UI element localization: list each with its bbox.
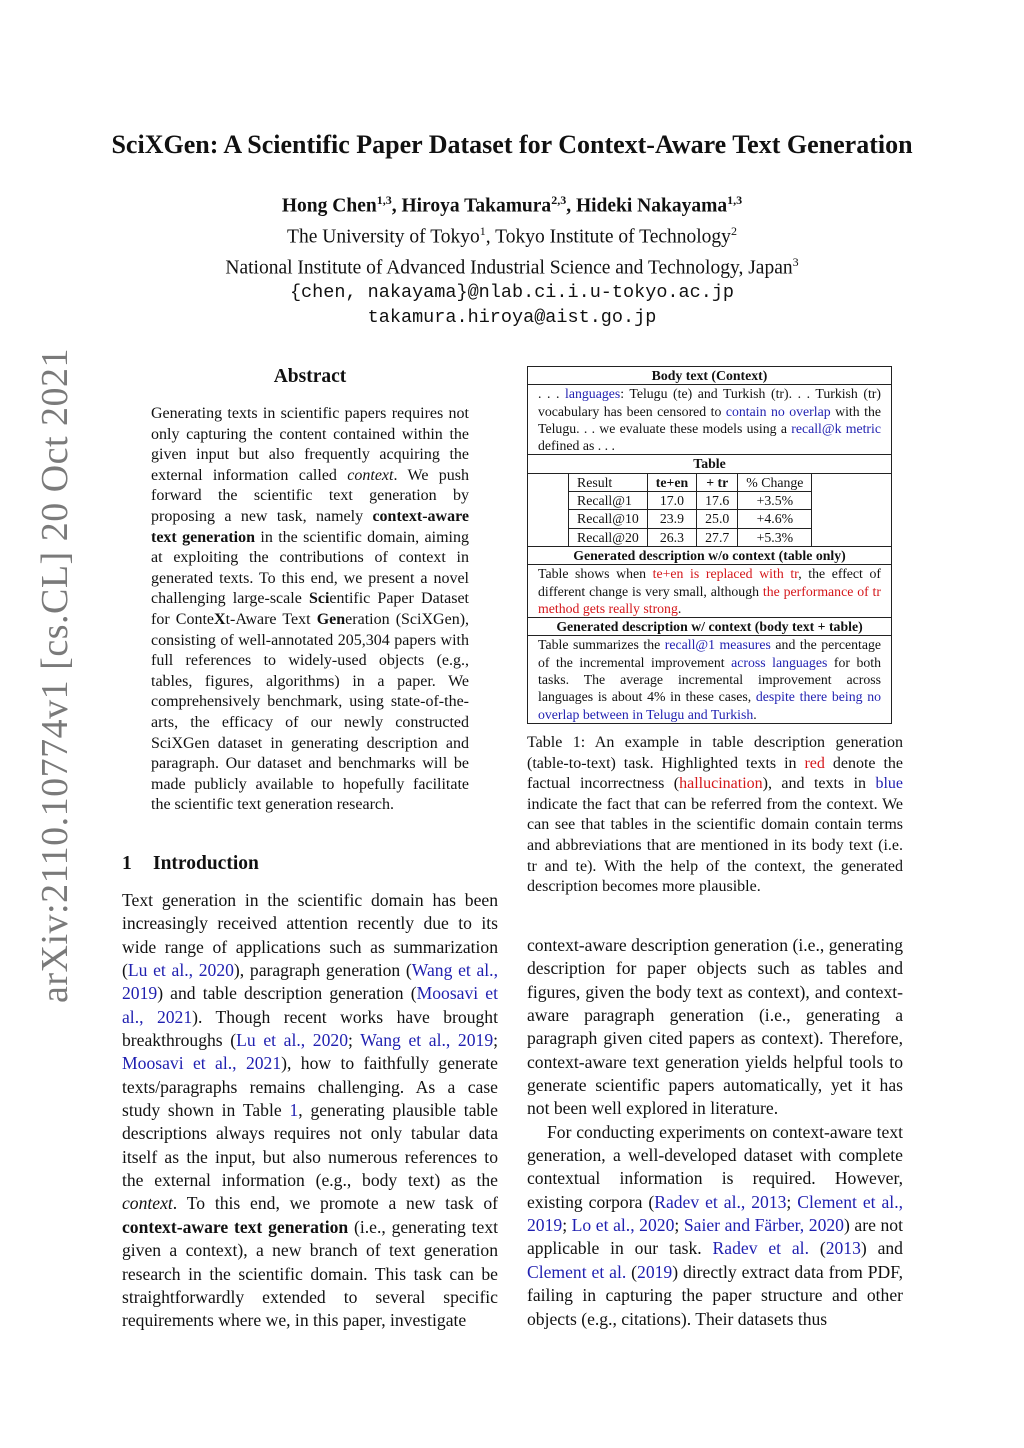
affiliation: Tokyo Institute of Technology: [495, 226, 731, 248]
author-name: Hong Chen: [281, 195, 377, 217]
author-name: Hiroya Takamura: [401, 195, 552, 217]
caption-blue-word: blue: [875, 775, 904, 793]
table-cell: +4.6%: [738, 510, 812, 528]
gen-without-context-header: Generated description w/o context (table only): [528, 547, 891, 565]
table-cell: 27.7: [697, 528, 738, 546]
affiliation-line: The University of Tokyo$^1$, Tokyo Institute of Technology$^2$: [287, 224, 737, 248]
example-figure-table: [527, 366, 892, 724]
arxiv-stamp: arXiv:2110.10774v1 [cs.CL] 20 Oct 2021: [34, 347, 76, 1003]
table-cell: 26.3: [647, 528, 696, 546]
results-table: [568, 474, 812, 546]
red-highlight: te+en is replaced with tr: [652, 566, 799, 582]
cell-text: Table summarizes the: [538, 637, 665, 653]
blue-highlight: contain no overlap: [725, 403, 831, 419]
table-cell: +3.5%: [738, 492, 812, 510]
author-sup: 2,3: [551, 193, 567, 207]
table-caption: [527, 733, 903, 898]
email-address[interactable]: {chen, nakayama}@nlab.ci.i.u-tokyo.ac.jp: [289, 282, 735, 303]
paragraph: context-aware description generation (i.e., generating description for paper objects such as tables and figures, given the body text as context), and context-aware paragraph generation (i.e., generating a paragraph given cited papers as context). Therefore, context-aware text generation yields helpful tools to generate scientific papers automatically, yet it has not been well explored in literature.: [527, 935, 903, 1119]
table-cell: Recall@10: [569, 510, 648, 528]
column-header: te+en: [647, 474, 696, 492]
body-text-cell: [528, 385, 891, 455]
body-text-header: Body text (Context): [528, 367, 891, 385]
cell-text: : Telugu (te) and Turkish (tr). . . Turkish (tr) vocabulary has been censored to: [538, 386, 881, 419]
cell-text: and the percentage of the incremental improvement: [538, 637, 881, 670]
citation-link[interactable]: Clement et al.: [527, 1261, 627, 1282]
abstract-text: in the scientific domain, aiming at exploiting the contributions of context in generated texts. To this end, we present a novel challenging large-scale: [151, 528, 469, 608]
table-ref-link[interactable]: 1: [289, 1100, 299, 1121]
abstract-body: [151, 404, 469, 816]
cell-text: Table shows when: [538, 566, 653, 582]
affiliation: The University of Tokyo: [287, 226, 480, 248]
citation-link[interactable]: Saier and Färber, 2020: [683, 1215, 844, 1236]
column-header: % Change: [738, 474, 812, 492]
table-cell: +5.3%: [738, 528, 812, 546]
caption-text: ), and texts in: [762, 775, 876, 793]
body-text: ). Though recent works have brought breakthroughs (: [122, 1006, 498, 1051]
section-title: Introduction: [153, 853, 259, 874]
author-block: [0, 188, 1024, 330]
body-text: ) are not applicable in our task.: [527, 1215, 903, 1259]
blue-highlight: languages: [565, 386, 621, 402]
table-row: [569, 492, 812, 510]
abstract-bold: Sci: [308, 590, 330, 608]
abstract-text: . We push forward the scientific text generation by proposing a new task, namely: [151, 466, 469, 525]
table-cell: 17.0: [647, 492, 696, 510]
table-cell: 23.9: [647, 510, 696, 528]
body-text: ;: [493, 1030, 499, 1051]
cell-text: defined as . . .: [538, 438, 616, 454]
table-header: Table: [528, 455, 891, 473]
citation-link[interactable]: Lu et al., 2020: [127, 960, 234, 981]
cell-text: for both tasks. The average incremental improvement across languages is about 4% in these cases,: [538, 654, 881, 705]
blue-highlight: recall@k metric: [791, 420, 881, 436]
cell-text: . . .: [538, 386, 566, 402]
body-text: ;: [562, 1215, 572, 1236]
gen-with-context-header: Generated description w/ context (body text + table): [528, 618, 891, 636]
body-text: ), paragraph generation (: [233, 960, 412, 981]
author-name: Hideki Nakayama: [575, 195, 728, 217]
citation-link[interactable]: Radev et al.: [712, 1238, 809, 1259]
author-names: Hong Chen$^{1,3}$, Hiroya Takamura$^{2,3}$, Hideki Nakayama$^{1,3}$: [281, 193, 743, 217]
table-row: [569, 528, 812, 546]
abstract-bold: Gen: [316, 610, 346, 628]
abstract-text: t-Aware Text: [225, 610, 317, 628]
affiliation-sup: 1: [479, 224, 486, 238]
paragraph: [527, 1121, 903, 1331]
affiliation-sup: 2: [730, 224, 737, 238]
column-header: + tr: [697, 474, 738, 492]
email-address[interactable]: takamura.hiroya@aist.go.jp: [367, 306, 657, 328]
gen-without-context-cell: [528, 565, 891, 618]
table-cell: 17.6: [697, 492, 738, 510]
body-text: . To this end, we promote a new task of: [172, 1193, 498, 1214]
paper-title: SciXGen: A Scientific Paper Dataset for Context-Aware Text Generation: [111, 130, 913, 159]
citation-link[interactable]: Wang et al., 2019: [360, 1030, 494, 1051]
section-heading: [122, 853, 259, 875]
body-emphasis: context: [122, 1193, 173, 1214]
body-text: , generating plausible table descriptions always requires not only tabular data itself as the input, but also numerous references to the external information (e.g., body text) as the: [122, 1100, 498, 1191]
citation-link[interactable]: Moosavi et al., 2021: [122, 1053, 282, 1074]
table-row: [569, 510, 812, 528]
citation-link[interactable]: 2013: [825, 1238, 861, 1259]
citation-link[interactable]: Lo et al., 2020: [571, 1215, 675, 1236]
citation-link[interactable]: Radev et al., 2013: [654, 1191, 787, 1212]
blue-highlight: despite there being no overlap between in Telugu and Turkish: [538, 689, 881, 722]
right-column-body: [527, 934, 903, 1331]
blue-highlight: recall@1 measures: [664, 637, 771, 653]
caption-red-word: hallucination: [679, 775, 763, 793]
abstract-heading: Abstract: [273, 366, 347, 387]
body-text: For conducting experiments on context-aware text generation, a well-developed dataset with complete contextual information is required. However, existing corpora (: [527, 1121, 903, 1212]
blue-highlight: across languages: [731, 654, 828, 670]
caption-red-word: red: [804, 754, 825, 772]
caption-text: denote the factual incorrectness (: [527, 754, 903, 793]
table-header-row: [569, 474, 812, 492]
abstract-text: entific Paper Dataset for Conte: [151, 590, 469, 628]
body-text: (: [808, 1238, 826, 1259]
table-cell: Recall@1: [569, 492, 648, 510]
citation-link[interactable]: Wang et al., 2019: [122, 960, 498, 1004]
body-text: ;: [348, 1030, 361, 1051]
citation-link[interactable]: Lu et al., 2020: [236, 1030, 348, 1051]
abstract-text: Generating texts in scientific papers requires not only capturing the content contained within the given input but also frequently acquiring the external information called: [151, 405, 469, 484]
body-text: (: [626, 1261, 638, 1282]
gen-with-context-cell: [528, 636, 891, 722]
abstract-text: eration (SciXGen), consisting of well-annotated 205,304 papers with full references to widely-used objects (e.g., tables, figures, algorithms) in a paper. We comprehensively benchmark, using state-of-the-arts, the efficacy of our newly constructed SciXGen dataset in generating description and paragraph. Our dataset and benchmarks will be made publicly available to hopefully facilitate the scientific text generation research.: [151, 610, 470, 814]
caption-text: indicate the fact that can be referred from the context. We can see that tables in the scientific domain contain terms and abbreviations that are mentioned in its body text (i.e. tr and te). With the help of the context, the generated description becomes more plausible.: [527, 795, 903, 896]
body-bold: context-aware text generation: [122, 1216, 349, 1237]
abstract-bold: X: [214, 610, 226, 628]
author-sup: 1,3: [727, 193, 743, 207]
section-number: 1: [122, 853, 132, 874]
table-cell: 25.0: [697, 510, 738, 528]
abstract-bold: context-aware text generation: [151, 507, 469, 546]
body-text: ) directly extract data from PDF, failing in capturing the paper structure and other objects (e.g., citations). Their datasets thus: [527, 1261, 903, 1329]
body-text: (i.e., generating text given a context), a new branch of text generation research in the scientific domain. This task can be straightforwardly extended to several specific requirements where we, in this paper, investigate: [122, 1216, 499, 1331]
citation-link[interactable]: Clement et al., 2019: [527, 1191, 903, 1236]
citation-link[interactable]: 2019: [637, 1261, 673, 1282]
body-text: ) and: [860, 1238, 903, 1259]
body-text: ), how to faithfully generate texts/paragraphs remains challenging. As a case study shown in Table: [122, 1053, 498, 1121]
affiliation-sup: 3: [792, 255, 799, 269]
body-text: ;: [674, 1215, 684, 1236]
abstract-emphasis: context: [347, 466, 394, 484]
red-highlight: the performance of tr method gets really strong: [538, 583, 881, 616]
cell-text: .: [753, 706, 757, 722]
caption-text: Table 1: An example in table description generation (table-to-text) task. Highlighted texts in: [527, 734, 903, 772]
column-header: Result: [569, 474, 648, 492]
inner-table-wrap: [528, 474, 891, 547]
author-sup: 1,3: [376, 193, 392, 207]
cell-text: with the Telugu. . . we evaluate these models using a: [538, 403, 881, 436]
table-cell: Recall@20: [569, 528, 648, 546]
cell-text: .: [677, 600, 682, 616]
cell-text: , the effect of different change is very small, although: [538, 566, 881, 599]
body-text: ) and table description generation (: [157, 983, 417, 1004]
affiliation: National Institute of Advanced Industrial Science and Technology, Japan: [225, 257, 793, 279]
citation-link[interactable]: Moosavi et al., 2021: [122, 983, 498, 1027]
intro-paragraph: [122, 889, 498, 1333]
affiliation-line: [0, 250, 1024, 281]
body-text: ;: [786, 1191, 798, 1212]
body-text: Text generation in the scientific domain has been increasingly received attention recently due to its wide range of applications such as summarization (: [122, 890, 498, 981]
